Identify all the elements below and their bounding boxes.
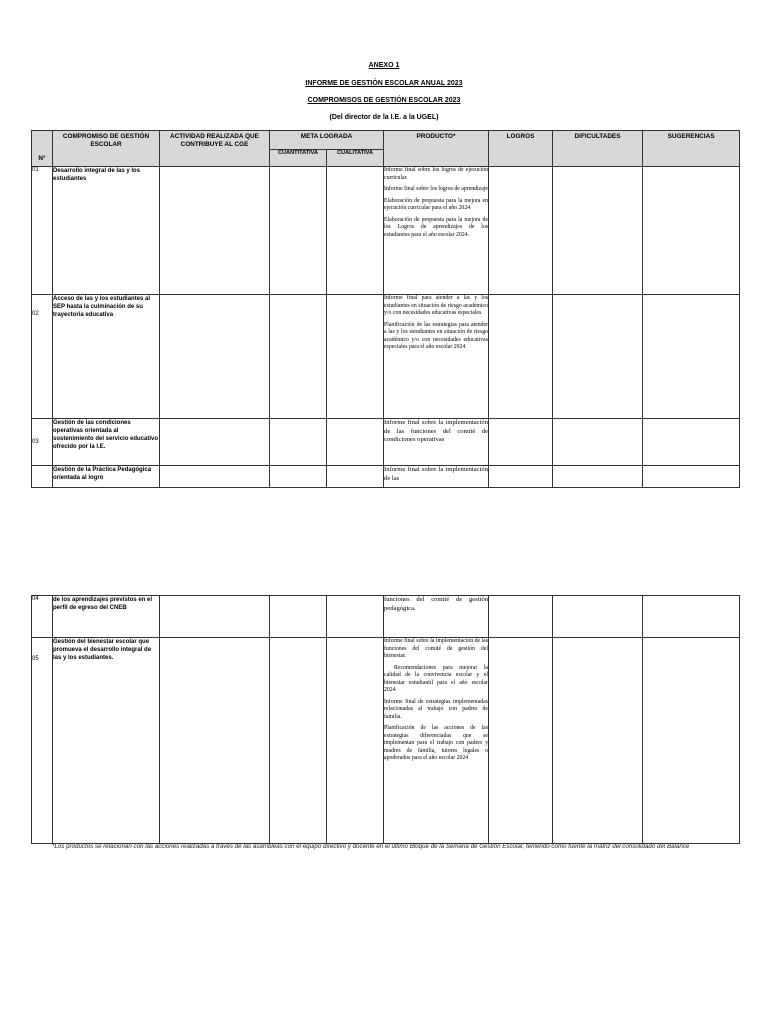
quantitative-cell[interactable] [270, 466, 327, 488]
col-num-header: N° [32, 131, 53, 167]
col-commitment-header: COMPROMISO DE GESTIÓN ESCOLAR [53, 131, 160, 167]
col-achievements-header: LOGROS [489, 131, 553, 167]
achievements-cell[interactable] [489, 295, 553, 419]
commitments-title: COMPROMISOS DE GESTIÓN ESCOLAR 2023 [307, 97, 461, 104]
commitment-cell: Desarrollo integral de las y los estudiantes [53, 167, 160, 295]
product-item: Informe final sobre los logros de aprendizaje [384, 186, 489, 193]
qualitative-cell[interactable] [327, 419, 384, 466]
achievements-cell[interactable] [489, 167, 553, 295]
qualitative-cell[interactable] [327, 466, 384, 488]
qualitative-cell[interactable] [327, 295, 384, 419]
achievements-cell[interactable] [489, 638, 553, 844]
product-cell [384, 295, 489, 419]
product-item: Elaboración de propuesta para la mejora de los Logros de aprendizajes de los estudiantes para el año escolar 2024. [384, 216, 489, 238]
col-activity-header: ACTIVIDAD REALIZADA QUE CONTRIBUYE AL CGE [160, 131, 270, 167]
difficulties-cell[interactable] [553, 596, 643, 638]
suggestions-cell[interactable] [643, 419, 740, 466]
difficulties-cell[interactable] [553, 419, 643, 466]
quantitative-cell[interactable] [270, 419, 327, 466]
report-title: INFORME DE GESTIÓN ESCOLAR ANUAL 2023 [305, 80, 463, 87]
qualitative-cell[interactable] [327, 638, 384, 844]
quantitative-cell[interactable] [270, 167, 327, 295]
product-cell [384, 596, 489, 638]
suggestions-cell[interactable] [643, 466, 740, 488]
product-item: Informe final sobre la implementación de las [384, 466, 489, 482]
col-qualitative-header: CUALITATIVA [327, 150, 384, 167]
row-number: 02 [32, 295, 53, 419]
footnote: *Los productos se relacionan con las acciones realizadas a través de las asambleas con el equipo directivo y docente en el último Bloque de la Semana de Gestión Escolar, teniendo como fuente la matriz del consolidado del Balance [52, 843, 690, 850]
difficulties-cell[interactable] [553, 638, 643, 844]
product-cell [384, 167, 489, 295]
product-cell [384, 638, 489, 844]
product-item: Planificación de las acciones de las estrategias diferenciadas que se implementan para el trabajo con padres y madres de familia, tutores legales o apoderados para el año escolar 2024 [384, 725, 488, 762]
difficulties-cell[interactable] [553, 295, 643, 419]
difficulties-cell[interactable] [553, 167, 643, 295]
col-difficulties-header: DIFICULTADES [553, 131, 643, 167]
commitments-table-part2 [31, 595, 740, 844]
qualitative-cell[interactable] [327, 596, 384, 638]
product-item: Informe final sobre la implementación de las funciones del comité de condiciones operativas [384, 419, 489, 444]
commitment-cell: Gestión del bienestar escolar que promueva el desarrollo integral de las y los estudiantes. [53, 638, 160, 844]
product-item: funciones del comité de gestión pedagógica. [384, 596, 488, 612]
commitments-table-part1 [31, 130, 740, 488]
commitment-cell: de los aprendizajes previstos en el perfil de egreso del CNEB [53, 596, 160, 638]
achievements-cell[interactable] [489, 596, 553, 638]
achievements-cell[interactable] [489, 419, 553, 466]
row-number: 01 [32, 167, 53, 295]
activity-cell[interactable] [160, 596, 270, 638]
activity-cell[interactable] [160, 167, 270, 295]
product-item: Planificación de las estrategias para atender a las y los estudiantes en situación de riesgo académico y/o con necesidades educativas especiales para el año escolar 2024 [384, 321, 489, 351]
product-item: Informe final sobre la implementación de las funciones del comité de gestión del bienestar. [384, 638, 488, 660]
table-row [32, 466, 740, 488]
row-number [32, 466, 53, 488]
col-goal-header: META LOGRADA [270, 131, 384, 150]
row-number: 05 [32, 638, 53, 844]
activity-cell[interactable] [160, 466, 270, 488]
suggestions-cell[interactable] [643, 638, 740, 844]
direction-subtitle: (Del director de la I.E. a la UGEL) [329, 114, 439, 121]
table-row [32, 638, 740, 844]
table-row [32, 596, 740, 638]
product-item: Informe final de estrategias implementadas relacionadas al trabajo con padres de familia. [384, 698, 488, 720]
product-item: Informe final sobre los logros de ejecución curricular. [384, 167, 489, 181]
activity-cell[interactable] [160, 295, 270, 419]
commitment-cell: Gestión de las condiciones operativas orientada al sostenimiento del servicio educativo ofrecido por la I.E. [53, 419, 160, 466]
product-cell [384, 466, 489, 488]
suggestions-cell[interactable] [643, 596, 740, 638]
activity-cell[interactable] [160, 638, 270, 844]
product-item: Elaboración de propuesta para la mejora en ejecución curricular para el año 2024 [384, 197, 489, 212]
achievements-cell[interactable] [489, 466, 553, 488]
commitment-cell: Acceso de las y los estudiantes al SEP hasta la culminación de su trayectoria educativa [53, 295, 160, 419]
col-suggestions-header: SUGERENCIAS [643, 131, 740, 167]
table-row [32, 167, 740, 295]
product-cell [384, 419, 489, 466]
product-item: Recomendaciones para mejorar la calidad de la convivencia escolar y el bienestar estudiantil para el año escolar 2024 [384, 664, 488, 694]
qualitative-cell[interactable] [327, 167, 384, 295]
suggestions-cell[interactable] [643, 295, 740, 419]
commitment-cell: Gestión de la Práctica Pedagógica orientada al logro [53, 466, 160, 488]
annex-title: ANEXO 1 [368, 62, 400, 69]
quantitative-cell[interactable] [270, 638, 327, 844]
difficulties-cell[interactable] [553, 466, 643, 488]
activity-cell[interactable] [160, 419, 270, 466]
table-row [32, 419, 740, 466]
row-number: 03 [32, 419, 53, 466]
suggestions-cell[interactable] [643, 167, 740, 295]
col-product-header: PRODUCTO* [384, 131, 489, 167]
product-item: Informe final para atender a las y los estudiantes en situación de riesgo académico y/o con necesidades educativas especiales. [384, 295, 489, 317]
quantitative-cell[interactable] [270, 295, 327, 419]
quantitative-cell[interactable] [270, 596, 327, 638]
row-number: 04 [32, 596, 53, 638]
table-row [32, 295, 740, 419]
col-quantitative-header: CUANTITATIVA [270, 150, 327, 167]
